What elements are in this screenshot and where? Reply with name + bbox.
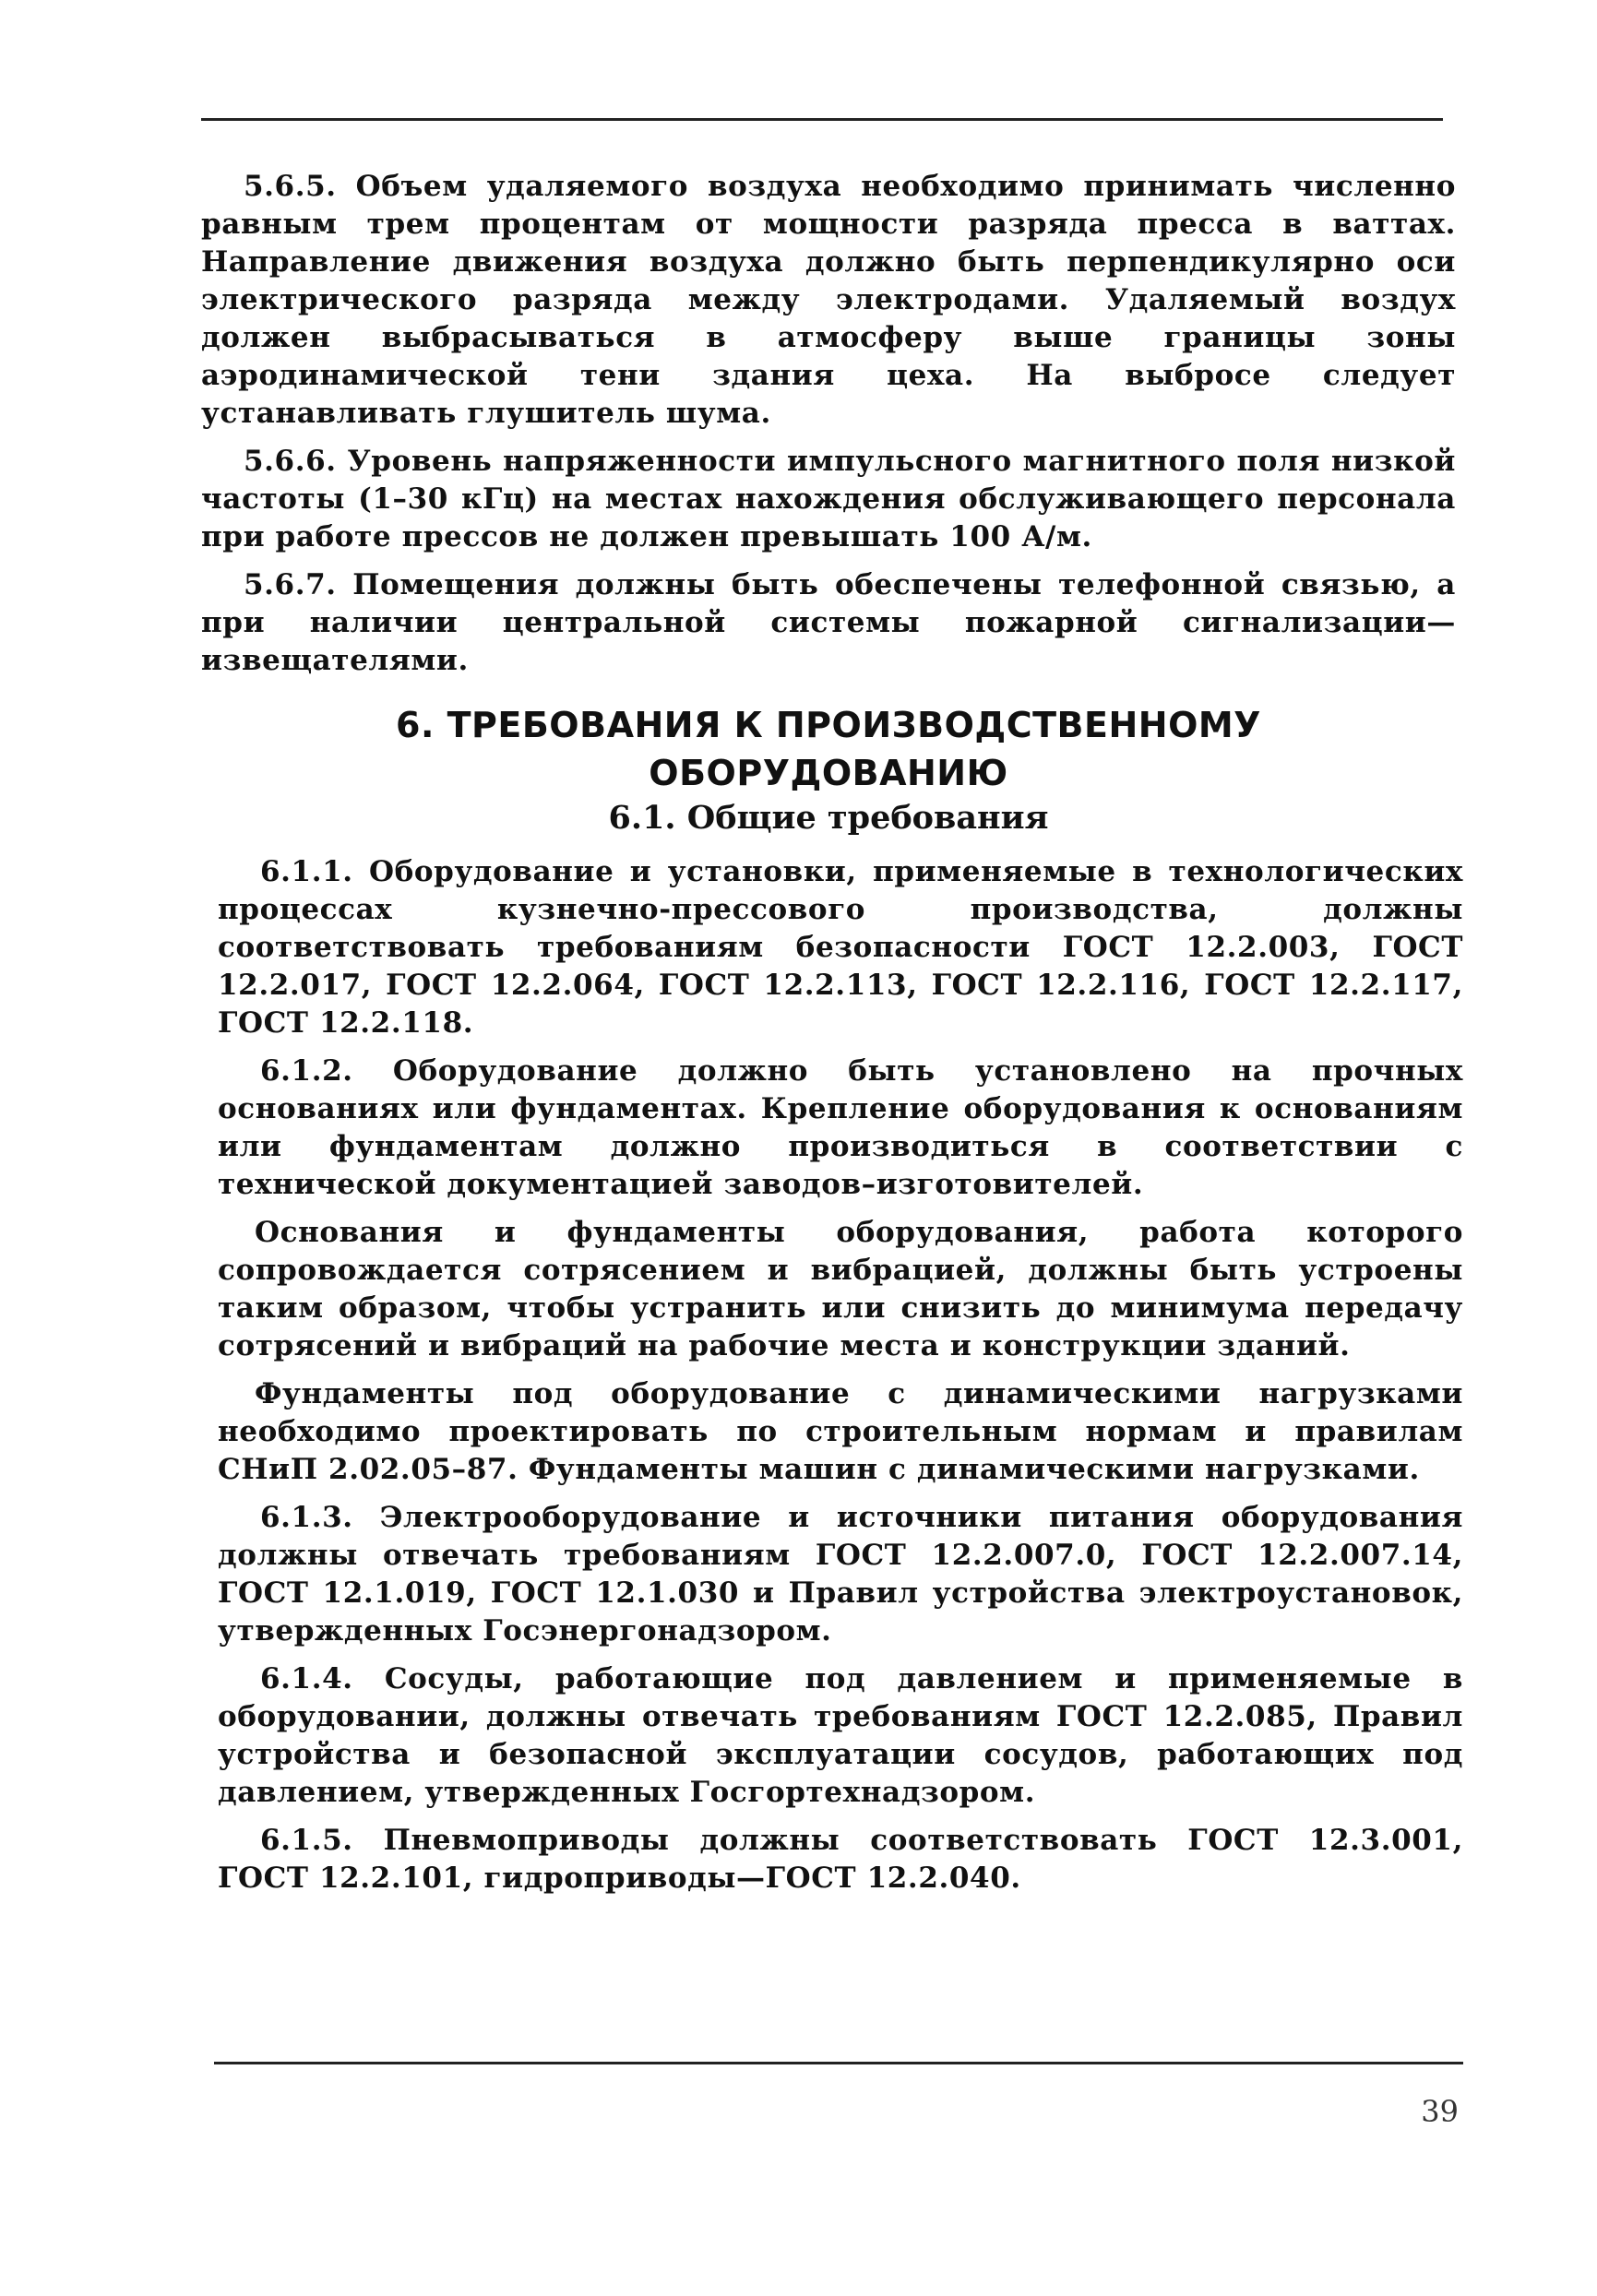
paragraph-5-6-5: 5.6.5. Объем удаляемого воздуха необходимо принимать численно равным трем процентам от мощности разряда пресса в ваттах. Направление движения воздуха должно быть перпендикулярно оси электрического разряда между электродами. Удаляемый воздух должен выбрасываться в атмосферу выше границы зоны аэродинамической тени здания цеха. На выбросе следует устанавливать глушитель шума.: [201, 170, 1456, 430]
paragraph-6-1-1: 6.1.1. Оборудование и установки, применяемые в технологических процессах кузнечно-прессового производства, должны соответствовать требованиям безопасности ГОСТ 12.2.003, ГОСТ 12.2.017, ГОСТ 12.2.064, ГОСТ 12.2.113, ГОСТ 12.2.116, ГОСТ 12.2.117, ГОСТ 12.2.118.: [218, 855, 1463, 1040]
top-text-block: [201, 168, 1456, 690]
paragraph-foundations: Основания и фундаменты оборудования, работа которого сопровождается сотрясением и вибрацией, должны быть устроены таким образом, чтобы устранить или снизить до минимума передачу сотрясений и вибраций на рабочие места и конструкции зданий.: [218, 1216, 1463, 1362]
paragraph-6-1-2: 6.1.2. Оборудование должно быть установлено на прочных основаниях или фундаментах. Крепление оборудования к основаниям или фундаментам должно производиться в соответствии с технической документацией заводов–изготовителей.: [218, 1054, 1463, 1201]
section-title: [201, 701, 1456, 797]
top-rule: [201, 118, 1443, 121]
bottom-rule: [214, 2062, 1463, 2064]
paragraph-dynamic-loads: Фундаменты под оборудование с динамическими нагрузками необходимо проектировать по строительным нормам и правилам СНиП 2.02.05–87. Фундаменты машин с динамическими нагрузками.: [218, 1377, 1463, 1486]
section-title-line-2: ОБОРУДОВАНИЮ: [649, 753, 1008, 793]
paragraph-6-1-5: 6.1.5. Пневмоприводы должны соответствовать ГОСТ 12.3.001, ГОСТ 12.2.101, гидроприводы—ГОСТ 12.2.040.: [218, 1824, 1463, 1895]
paragraph-6-1-3: 6.1.3. Электрооборудование и источники питания оборудования должны отвечать требованиям ГОСТ 12.2.007.0, ГОСТ 12.2.007.14, ГОСТ 12.1.019, ГОСТ 12.1.030 и Правил устройства электроустановок, утвержденных Госэнергонадзором.: [218, 1501, 1463, 1648]
section-title-line-1: 6. ТРЕБОВАНИЯ К ПРОИЗВОДСТВЕННОМУ: [396, 705, 1261, 745]
paragraph-6-1-4: 6.1.4. Сосуды, работающие под давлением и применяемые в оборудовании, должны отвечать требованиям ГОСТ 12.2.085, Правил устройства и безопасной эксплуатации сосудов, работающих под давлением, утвержденных Госгортехнадзором.: [218, 1662, 1463, 1809]
page-number: 39: [1421, 2094, 1459, 2129]
paragraph-5-6-6: 5.6.6. Уровень напряженности импульсного магнитного поля низкой частоты (1–30 кГц) на местах нахождения обслуживающего персонала при работе прессов не должен превышать 100 А/м.: [201, 445, 1456, 553]
bottom-text-block: [218, 853, 1463, 1908]
subsection-title: 6.1. Общие требования: [608, 799, 1049, 837]
paragraph-5-6-7: 5.6.7. Помещения должны быть обеспечены телефонной связью, а при наличии центральной системы пожарной сигнализации—извещателями.: [201, 568, 1456, 677]
